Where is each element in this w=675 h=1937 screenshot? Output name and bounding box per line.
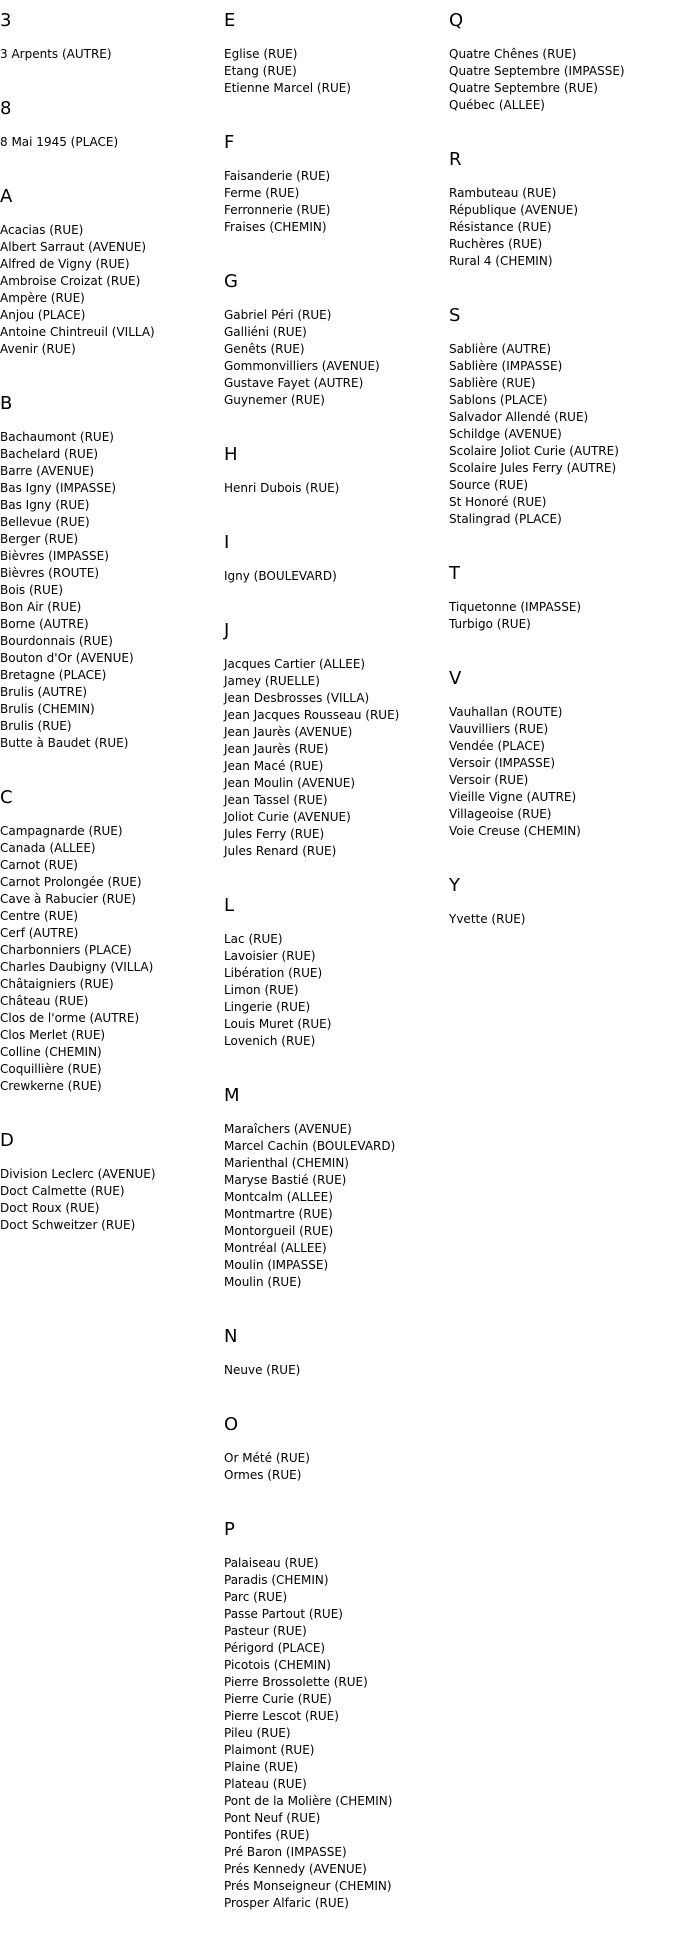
street-list-item: Jacques Cartier (ALLEE): [224, 657, 366, 671]
street-list: [224, 931, 448, 1050]
street-list-item: Gabriel Péri (RUE): [224, 308, 332, 322]
street-list-item: Clos de l'orme (AUTRE): [0, 1011, 140, 1025]
street-list: [449, 341, 673, 528]
street-list-item: Jean Jaurès (AVENUE): [224, 725, 353, 739]
street-list: [224, 1450, 448, 1484]
street-list-item: Neuve (RUE): [224, 1363, 301, 1377]
street-list-item: Campagnarde (RUE): [0, 824, 123, 838]
street-list-item: Genêts (RUE): [224, 342, 305, 356]
letter-section: [224, 1519, 448, 1937]
street-list-item: Pierre Brossolette (RUE): [224, 1675, 368, 1689]
street-list-item: Marienthal (CHEMIN): [224, 1156, 349, 1170]
street-list-item: Bellevue (RUE): [0, 515, 90, 529]
street-list-item: Ruchères (RUE): [449, 237, 543, 251]
street-list-item: Plaimont (RUE): [224, 1743, 315, 1757]
street-list-item: Vauhallan (ROUTE): [449, 705, 563, 719]
street-list-item: Château (RUE): [0, 994, 89, 1008]
street-list: [0, 429, 224, 752]
street-list-item: Montmartre (RUE): [224, 1207, 333, 1221]
street-list-item: Yvette (RUE): [449, 912, 526, 926]
street-list-item: Parc (RUE): [224, 1590, 288, 1604]
section-letter-heading: C: [0, 787, 13, 808]
street-list-item: Jules Ferry (RUE): [224, 827, 325, 841]
street-list-item: Châtaigniers (RUE): [0, 977, 114, 991]
street-list-item: Versoir (RUE): [449, 773, 529, 787]
street-list-item: Lac (RUE): [224, 932, 283, 946]
street-list-item: Coquillière (RUE): [0, 1062, 102, 1076]
letter-section: [0, 98, 224, 176]
street-list-item: Faisanderie (RUE): [224, 169, 331, 183]
street-list-item: Bourdonnais (RUE): [0, 634, 113, 648]
street-list-item: Voie Creuse (CHEMIN): [449, 824, 581, 838]
street-list-item: Salvador Allendé (RUE): [449, 410, 589, 424]
street-list-item: Sablière (RUE): [449, 376, 536, 390]
section-letter-heading: T: [449, 563, 460, 584]
street-list-item: Avenir (RUE): [0, 342, 76, 356]
street-list-item: Etienne Marcel (RUE): [224, 81, 351, 95]
street-list-item: Canada (ALLEE): [0, 841, 96, 855]
street-list-item: Bièvres (ROUTE): [0, 566, 100, 580]
letter-section: [224, 10, 448, 122]
street-list-item: Henri Dubois (RUE): [224, 481, 340, 495]
street-list-item: Villageoise (RUE): [449, 807, 552, 821]
letter-section: [0, 787, 224, 1120]
street-list-item: Pontifes (RUE): [224, 1828, 310, 1842]
street-list-item: Sablière (IMPASSE): [449, 359, 563, 373]
street-list-item: Carnot (RUE): [0, 858, 78, 872]
street-list-item: Bretagne (PLACE): [0, 668, 107, 682]
street-list-item: Résistance (RUE): [449, 220, 552, 234]
street-list-item: Picotois (CHEMIN): [224, 1658, 331, 1672]
street-list: [224, 656, 448, 860]
street-list-item: Colline (CHEMIN): [0, 1045, 102, 1059]
section-letter-heading: A: [0, 186, 13, 207]
street-list-item: Moulin (IMPASSE): [224, 1258, 329, 1272]
street-list-item: Anjou (PLACE): [0, 308, 86, 322]
street-list-item: Rambuteau (RUE): [449, 186, 557, 200]
street-list-item: Albert Sarraut (AVENUE): [0, 240, 147, 254]
street-list-item: Scolaire Jules Ferry (AUTRE): [449, 461, 617, 475]
street-list-item: Marcel Cachin (BOULEVARD): [224, 1139, 396, 1153]
street-list-item: 8 Mai 1945 (PLACE): [0, 135, 119, 149]
section-letter-heading: M: [224, 1085, 240, 1106]
street-list-item: Guynemer (RUE): [224, 393, 325, 407]
street-list-item: Bouton d'Or (AVENUE): [0, 651, 134, 665]
street-list: [0, 134, 224, 151]
street-list-item: Ampère (RUE): [0, 291, 85, 305]
street-list-item: Tiquetonne (IMPASSE): [449, 600, 582, 614]
street-list-item: Palaiseau (RUE): [224, 1556, 319, 1570]
street-list-item: Centre (RUE): [0, 909, 79, 923]
street-list-item: Stalingrad (PLACE): [449, 512, 562, 526]
street-list-item: Borne (AUTRE): [0, 617, 89, 631]
street-list-item: Antoine Chintreuil (VILLA): [0, 325, 155, 339]
section-letter-heading: Q: [449, 10, 464, 31]
section-letter-heading: I: [224, 532, 230, 553]
letter-section: [0, 186, 224, 383]
street-list-item: Source (RUE): [449, 478, 529, 492]
street-list: [224, 46, 448, 97]
street-list-item: Fraises (CHEMIN): [224, 220, 327, 234]
street-list-item: Quatre Septembre (RUE): [449, 81, 598, 95]
street-list-item: Gustave Fayet (AUTRE): [224, 376, 364, 390]
street-list-item: Limon (RUE): [224, 983, 299, 997]
letter-section: [0, 393, 224, 777]
street-list-item: Pierre Lescot (RUE): [224, 1709, 339, 1723]
street-list-item: Pont de la Molière (CHEMIN): [224, 1794, 393, 1808]
street-list-item: Pré Baron (IMPASSE): [224, 1845, 347, 1859]
section-letter-heading: E: [224, 10, 236, 31]
street-list-item: Eglise (RUE): [224, 47, 298, 61]
street-list-item: Périgord (PLACE): [224, 1641, 326, 1655]
street-list-item: Igny (BOULEVARD): [224, 569, 337, 583]
street-list-item: Quatre Chênes (RUE): [449, 47, 577, 61]
section-letter-heading: N: [224, 1326, 238, 1347]
section-letter-heading: D: [0, 1130, 14, 1151]
street-list: [449, 704, 673, 840]
street-list-item: Joliot Curie (AVENUE): [224, 810, 351, 824]
street-list-item: Pasteur (RUE): [224, 1624, 307, 1638]
section-letter-heading: F: [224, 132, 235, 153]
street-list-item: Brulis (CHEMIN): [0, 702, 95, 716]
street-list-item: Charles Daubigny (VILLA): [0, 960, 154, 974]
street-list-item: Crewkerne (RUE): [0, 1079, 102, 1093]
street-list-item: Ambroise Croizat (RUE): [0, 274, 141, 288]
street-list-item: Schildge (AVENUE): [449, 427, 562, 441]
street-list-item: Charbonniers (PLACE): [0, 943, 132, 957]
section-letter-heading: S: [449, 305, 461, 326]
section-letter-heading: G: [224, 271, 238, 292]
street-list-item: Versoir (IMPASSE): [449, 756, 556, 770]
letter-section: [449, 563, 673, 658]
street-list-item: Bon Air (RUE): [0, 600, 82, 614]
letter-section: [224, 1326, 448, 1404]
street-list-item: Vieille Vigne (AUTRE): [449, 790, 577, 804]
street-list-item: Prés Monseigneur (CHEMIN): [224, 1879, 392, 1893]
letter-section: [224, 895, 448, 1075]
street-list-item: Bachaumont (RUE): [0, 430, 114, 444]
street-list-item: Libération (RUE): [224, 966, 323, 980]
section-letter-heading: V: [449, 668, 462, 689]
street-list-item: Scolaire Joliot Curie (AUTRE): [449, 444, 619, 458]
street-list-item: Barre (AVENUE): [0, 464, 95, 478]
street-list-item: Prosper Alfaric (RUE): [224, 1896, 349, 1910]
street-list: [0, 1166, 224, 1234]
street-list-item: Doct Calmette (RUE): [0, 1184, 125, 1198]
street-list: [224, 568, 448, 585]
street-list-item: Cerf (AUTRE): [0, 926, 79, 940]
street-list: [224, 307, 448, 409]
letter-section: [0, 1130, 224, 1259]
street-list-item: Gommonvilliers (AVENUE): [224, 359, 380, 373]
section-letter-heading: 8: [0, 98, 12, 119]
street-list: [449, 599, 673, 633]
street-list-item: Or Mété (RUE): [224, 1451, 310, 1465]
street-list-item: Doct Schweitzer (RUE): [0, 1218, 136, 1232]
section-letter-heading: 3: [0, 10, 12, 31]
street-list-item: Brulis (RUE): [0, 719, 72, 733]
section-letter-heading: B: [0, 393, 13, 414]
section-letter-heading: P: [224, 1519, 235, 1540]
street-list-item: Turbigo (RUE): [449, 617, 531, 631]
street-list-item: République (AVENUE): [449, 203, 579, 217]
street-list-item: Maraîchers (AVENUE): [224, 1122, 352, 1136]
street-list-item: Plateau (RUE): [224, 1777, 307, 1791]
street-list-item: St Honoré (RUE): [449, 495, 547, 509]
letter-section: [224, 132, 448, 261]
street-list-item: Montréal (ALLEE): [224, 1241, 327, 1255]
street-list-item: Sablons (PLACE): [449, 393, 548, 407]
letter-section: [449, 668, 673, 865]
street-list-item: Doct Roux (RUE): [0, 1201, 100, 1215]
index-column-2: [224, 0, 448, 1937]
section-letter-heading: L: [224, 895, 235, 916]
letter-section: [449, 149, 673, 295]
street-list-item: Alfred de Vigny (RUE): [0, 257, 130, 271]
street-list-item: Vauvilliers (RUE): [449, 722, 549, 736]
street-list-item: Paradis (CHEMIN): [224, 1573, 329, 1587]
street-list-item: Bas Igny (IMPASSE): [0, 481, 117, 495]
street-list-item: Jean Macé (RUE): [224, 759, 324, 773]
street-list-item: Clos Merlet (RUE): [0, 1028, 106, 1042]
section-letter-heading: H: [224, 444, 238, 465]
street-list-item: Vendée (PLACE): [449, 739, 545, 753]
index-column-3: [449, 0, 673, 953]
street-list-item: Division Leclerc (AVENUE): [0, 1167, 156, 1181]
street-list-item: Rural 4 (CHEMIN): [449, 254, 553, 268]
letter-section: [224, 271, 448, 434]
street-list-item: Jean Tassel (RUE): [224, 793, 328, 807]
letter-section: [224, 1414, 448, 1509]
street-list-item: Louis Muret (RUE): [224, 1017, 332, 1031]
section-letter-heading: R: [449, 149, 462, 170]
street-list-item: Bas Igny (RUE): [0, 498, 90, 512]
street-list-item: Jean Moulin (AVENUE): [224, 776, 356, 790]
street-list-item: Lavoisier (RUE): [224, 949, 316, 963]
street-list-item: Ferme (RUE): [224, 186, 300, 200]
street-list: [0, 823, 224, 1095]
street-list-item: Quatre Septembre (IMPASSE): [449, 64, 625, 78]
section-letter-heading: O: [224, 1414, 239, 1435]
index-column-1: [0, 0, 224, 1259]
street-list-item: Pont Neuf (RUE): [224, 1811, 321, 1825]
street-list-item: Sablière (AUTRE): [449, 342, 552, 356]
street-list-item: Prés Kennedy (AVENUE): [224, 1862, 367, 1876]
street-list-item: Lovenich (RUE): [224, 1034, 316, 1048]
street-list-item: Plaine (RUE): [224, 1760, 299, 1774]
street-list-item: Montorgueil (RUE): [224, 1224, 334, 1238]
street-list-item: Jean Jacques Rousseau (RUE): [224, 708, 400, 722]
street-list-item: Butte à Baudet (RUE): [0, 736, 129, 750]
street-list-item: Jean Desbrosses (VILLA): [224, 691, 370, 705]
street-list-item: Passe Partout (RUE): [224, 1607, 343, 1621]
street-list-item: Moulin (RUE): [224, 1275, 302, 1289]
letter-section: [0, 10, 224, 88]
letter-section: [224, 1085, 448, 1316]
street-list-item: Ferronnerie (RUE): [224, 203, 331, 217]
street-list-item: Maryse Bastié (RUE): [224, 1173, 347, 1187]
street-list-item: Pierre Curie (RUE): [224, 1692, 332, 1706]
street-list-item: Bois (RUE): [0, 583, 64, 597]
street-list-item: Bachelard (RUE): [0, 447, 99, 461]
street-list-item: Carnot Prolongée (RUE): [0, 875, 142, 889]
letter-section: [224, 620, 448, 885]
street-list-item: Berger (RUE): [0, 532, 79, 546]
street-list-item: Jean Jaurès (RUE): [224, 742, 329, 756]
street-list-item: Montcalm (ALLEE): [224, 1190, 333, 1204]
street-list-item: Bièvres (IMPASSE): [0, 549, 109, 563]
street-list-item: Québec (ALLEE): [449, 98, 545, 112]
street-list: [224, 1121, 448, 1291]
street-list-item: Brulis (AUTRE): [0, 685, 88, 699]
street-list-item: 3 Arpents (AUTRE): [0, 47, 112, 61]
street-list-item: Acacias (RUE): [0, 223, 84, 237]
section-letter-heading: J: [224, 620, 230, 641]
section-letter-heading: Y: [449, 875, 460, 896]
street-list: [224, 168, 448, 236]
street-list-item: Ormes (RUE): [224, 1468, 302, 1482]
street-list-item: Galliéni (RUE): [224, 325, 307, 339]
street-list: [224, 1555, 448, 1912]
street-list-item: Jules Renard (RUE): [224, 844, 337, 858]
street-list-item: Cave à Rabucier (RUE): [0, 892, 136, 906]
letter-section: [224, 444, 448, 522]
street-list-item: Lingerie (RUE): [224, 1000, 311, 1014]
street-list: [449, 46, 673, 114]
street-list: [0, 46, 224, 63]
letter-section: [449, 875, 673, 953]
street-list-item: Jamey (RUELLE): [224, 674, 320, 688]
letter-section: [449, 305, 673, 553]
street-list: [224, 480, 448, 497]
street-list-item: Etang (RUE): [224, 64, 297, 78]
street-list: [224, 1362, 448, 1379]
street-list: [449, 185, 673, 270]
street-list: [0, 222, 224, 358]
street-list: [449, 911, 673, 928]
letter-section: [224, 532, 448, 610]
street-list-item: Pileu (RUE): [224, 1726, 291, 1740]
letter-section: [449, 10, 673, 139]
